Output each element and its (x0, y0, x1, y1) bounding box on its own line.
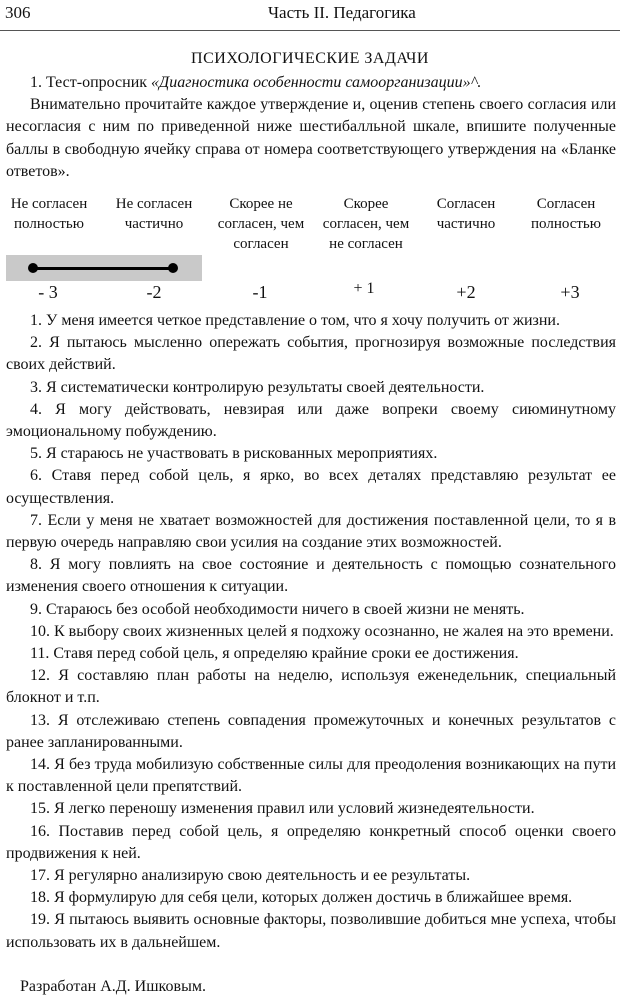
scale-value: - 3 (38, 282, 58, 302)
statement-item: 13. Я отслеживаю степень совпадения промежуточных и конечных результатов с ранее запланированными. (6, 711, 616, 751)
scale-value: +3 (560, 282, 580, 302)
test-name: «Диагностика особенности самоорганизации»^. (151, 74, 482, 91)
scale-label: Не согласен полностью (10, 196, 88, 232)
test-title-line (6, 72, 616, 94)
scale-value: +2 (456, 282, 476, 302)
instruction-paragraph: Внимательно прочитайте каждое утверждение и, оценив степень своего согласия или несогласия с ним по приведенной ниже шестибалльной шкале, впишите полученные баллы в свободную ячейку справа от номера соответствующего утверждения на «Бланке ответов». (6, 96, 616, 180)
page-number: 306 (5, 3, 31, 22)
scale-dot-left (28, 263, 38, 273)
statement-list (6, 310, 616, 954)
statement-item: 2. Я пытаюсь мысленно опережать события, прогнозируя возможные последствия своих действий. (6, 334, 616, 374)
statement-item: 7. Если у меня не хватает возможностей для достижения поставленной цели, то я в первую очередь направляю свои усилия на создание этих возможностей. (6, 511, 616, 552)
scale-figure (6, 255, 202, 281)
scale-values (0, 282, 620, 306)
statement-item: 3. Я систематически контролирую результаты своей деятельности. (30, 378, 485, 396)
author-note: Разработан А.Д. Ишковым. (20, 978, 206, 995)
statement-item: 14. Я без труда мобилизую собственные силы для преодоления возникающих на пути к поставленной цели препятствий. (6, 756, 616, 796)
statement-item: 16. Поставив перед собой цель, я определяю конкретный способ оценки своего продвижения к ней. (6, 822, 616, 862)
intro-block (6, 72, 616, 183)
statement-item: 19. Я пытаюсь выявить основные факторы, позволившие добиться мне успеха, чтобы использовать их в дальнейшем. (6, 911, 616, 951)
statement-item: 18. Я формулирую для себя цели, которых должен достичь в ближайшее время. (30, 889, 573, 907)
statement-item: 12. Я составляю план работы на неделю, используя еженедельник, специальный блокнот и т.п. (6, 667, 616, 707)
section-title: ПСИХОЛОГИЧЕСКИЕ ЗАДАЧИ (191, 50, 429, 67)
statement-item: 11. Ставя перед собой цель, я определяю крайние сроки ее достижения. (30, 645, 519, 663)
statement-item: 4. Я могу действовать, невзирая или даже вопреки своему сиюминутному эмоциональному побуждению. (6, 400, 616, 441)
test-prefix: 1. Тест-опросник (30, 74, 152, 91)
scale-dot-right (168, 263, 178, 273)
scale-label: Согласен полностью (531, 196, 601, 232)
statement-item: 15. Я легко переношу изменения правил или условий жизнедеятельности. (30, 800, 535, 818)
scale-value: -1 (252, 282, 268, 302)
scale-label: Скорее не согласен, чем согласен (217, 196, 305, 252)
statement-item: 10. К выбору своих жизненных целей я подхожу осознанно, не жалея на это времени. (30, 622, 614, 640)
statement-item: 1. У меня имеется четкое представление о том, что я хочу получить от жизни. (30, 312, 560, 329)
running-title: Часть II. Педагогика (268, 3, 416, 22)
statement-item: 17. Я регулярно анализирую свою деятельность и ее результаты. (30, 867, 471, 885)
scale-line (30, 267, 174, 270)
statement-item: 9. Стараюсь без особой необходимости ничего в своей жизни не менять. (30, 600, 525, 618)
scale-label: Согласен частично (436, 196, 496, 232)
scale-value: + 1 (353, 280, 375, 297)
scale-label: Скорее согласен, чем не согласен (322, 196, 410, 252)
statement-item: 5. Я стараюсь не участвовать в рискованных мероприятиях. (30, 445, 438, 463)
header-rule (0, 30, 620, 31)
scale-labels (0, 194, 620, 254)
scale-value: -2 (146, 282, 162, 302)
statement-item: 8. Я могу повлиять на свое состояние и деятельность с помощью сознательного изменения своего отношения к ситуации. (6, 556, 616, 596)
statement-item: 6. Ставя перед собой цель, я ярко, во всех деталях представляю результат ее осуществления. (6, 467, 616, 507)
scale-label: Не согласен частично (115, 196, 193, 232)
